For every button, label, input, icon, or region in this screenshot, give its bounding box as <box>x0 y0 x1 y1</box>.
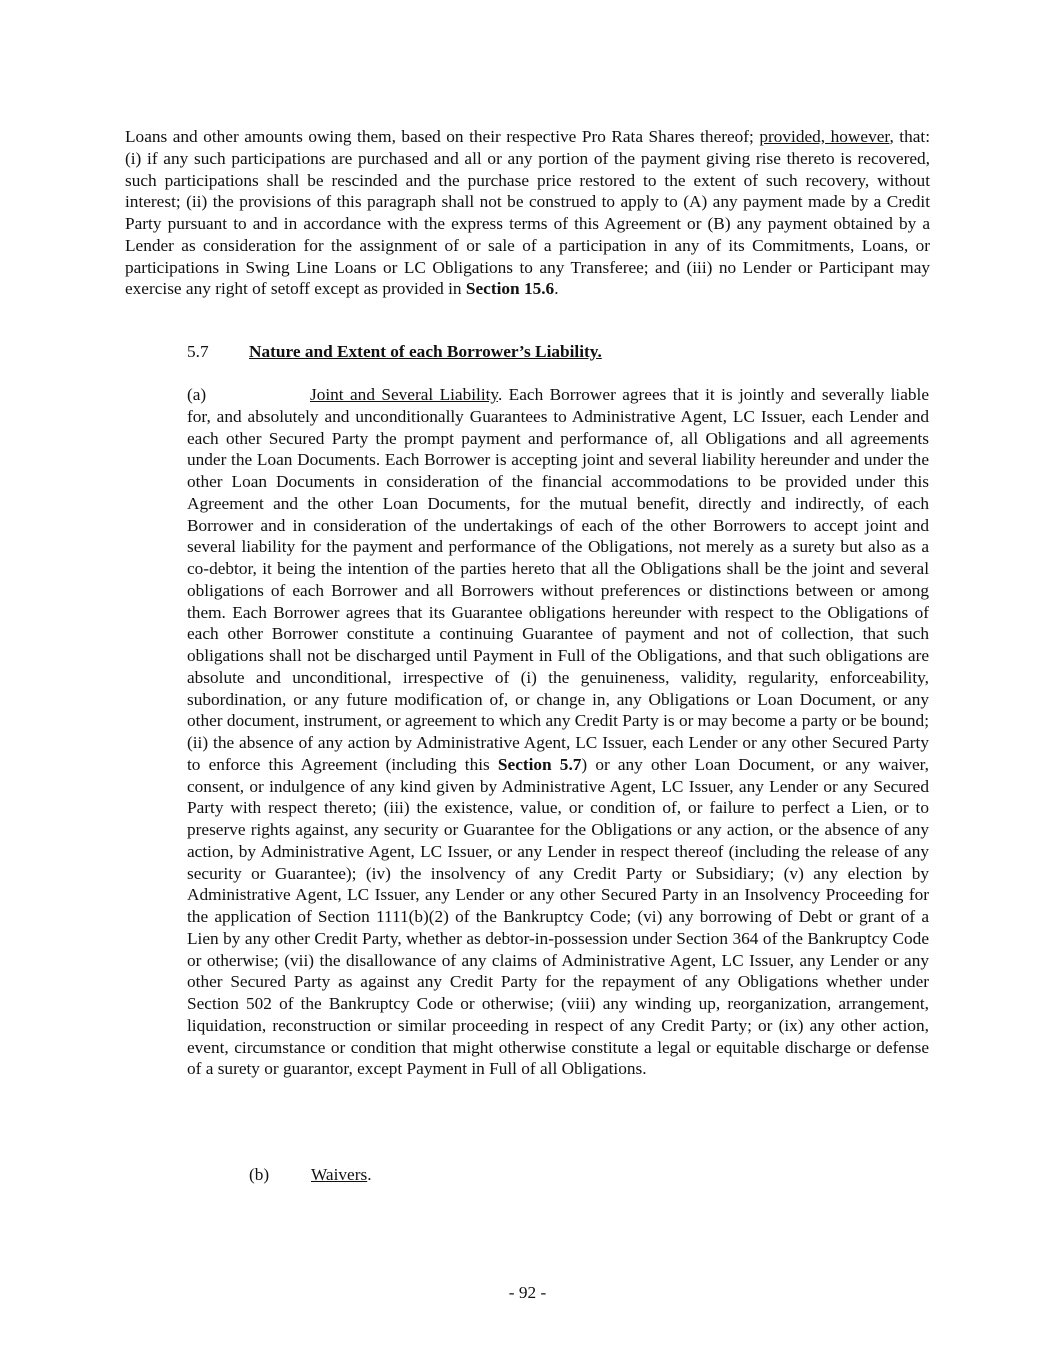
section-15-6-reference: Section 15.6 <box>465 279 555 299</box>
provided-however-term: provided, however <box>759 127 890 146</box>
continuation-text-1: Loans and other amounts owing them, based on their respective Pro Rata Shares thereof; <box>125 127 760 146</box>
section-number: 5.7 <box>187 342 209 361</box>
subsection-a-heading: Joint and Several Liability <box>310 385 498 404</box>
section-title: Nature and Extent of each Borrower’s Liability. <box>249 342 602 361</box>
subsection-b-text: . <box>367 1165 372 1184</box>
subsection-b-paragraph <box>249 1164 372 1186</box>
subsection-a-text-2: ) or any other Loan Document, or any waiver, consent, or indulgence of any kind given by Administrative Agent, LC Issuer, any Lender or any Secured Party with respect thereto; (iii) the existence, value, or condition of, or failure to perfect a Lien, or to preserve rights against, any security or Guarantee for the Obligations or any action, or the absence of any action, by Administrative Agent, LC Issuer, or any Lender in respect thereof (including the release of any security or Guarantee); (iv) the insolvency of any Credit Party or Subsidiary; (v) any election by Administrative Agent, LC Issuer, any Lender or any other Secured Party in an Insolvency Proceeding for the application of Section 1111(b)(2) of the Bankruptcy Code; (vi) any borrowing of Debt or grant of a Lien by any other Credit Party, whether as debtor-in-possession under Section 364 of the Bankruptcy Code or otherwise; (vii) the disallowance of any claims of Administrative Agent, LC Issuer, any Lender or any other Secured Party as against any Credit Party for the repayment of any Obligations whether under Section 502 of the Bankruptcy Code or otherwise; (viii) any winding up, reorganization, arrangement, liquidation, reconstruction or similar proceeding in respect of any Credit Party; or (ix) any other action, event, circumstance or condition that might otherwise constitute a legal or equitable discharge or defense of a surety or guarantor, except Payment in Full of all Obligations. <box>187 754 929 1079</box>
continuation-paragraph <box>125 126 930 300</box>
section-5-7-reference: Section 5.7 <box>497 754 582 774</box>
section-5-7-heading <box>187 341 602 363</box>
subsection-a-label: (a) <box>187 385 207 404</box>
subsection-a-paragraph <box>187 384 929 1080</box>
subsection-b-label: (b) <box>249 1165 270 1184</box>
subsection-b-heading: Waivers <box>311 1165 368 1184</box>
page-number: - 92 - <box>508 1283 547 1302</box>
continuation-text-3: . <box>554 279 559 299</box>
subsection-a-text-1: . Each Borrower agrees that it is jointly and severally liable for, and absolutely and unconditionally Guarantees to Administrative Agent, LC Issuer, each Lender and each other Secured Party the prompt payment and performance of, all Obligations and all agreements under the Loan Documents. Each Borrower is accepting joint and several liability hereunder and under the other Loan Documents in consideration of the financial accommodations to be provided under this Agreement and the other Loan Documents, for the mutual benefit, directly and indirectly, of each Borrower and in consideration of the undertakings of each of the other Borrowers to accept joint and several liability for the payment and performance of the Obligations, not merely as a surety but also as a co-debtor, it being the intention of the parties hereto that all the Obligations shall be the joint and several obligations of each Borrower and all Borrowers without preferences or distinctions between or among them. Each Borrower agrees that its Guarantee obligations hereunder with respect to the Obligations of each other Borrower constitute a continuing Guarantee of payment and not of collection, that such obligations shall not be discharged until Payment in Full of the Obligations, and that such obligations are absolute and unconditional, irrespective of (i) the genuineness, validity, regularity, enforceability, subordination, or any future modification of, or change in, any Obligations or Loan Document, or any other document, instrument, or agreement to which any Credit Party is or may become a party or be bound; (ii) the absence of any action by Administrative Agent, LC Issuer, each Lender or any other Secured Party to enforce this Agreement (including this <box>187 385 930 774</box>
continuation-text-2: , that: (i) if any such participations are purchased and all or any portion of the payment giving rise thereto is recovered, such participations shall be rescinded and the purchase price restored to the extent of such recovery, without interest; (ii) the provisions of this paragraph shall not be construed to apply to (A) any payment made by a Credit Party pursuant to and in accordance with the express terms of this Agreement or (B) any payment obtained by a Lender as consideration for the assignment of or sale of a participation in any of its Commitments, Loans, or participations in Swing Line Loans or LC Obligations to any Transferee; and (iii) no Lender or Participant may exercise any right of setoff except as provided in <box>125 127 931 299</box>
